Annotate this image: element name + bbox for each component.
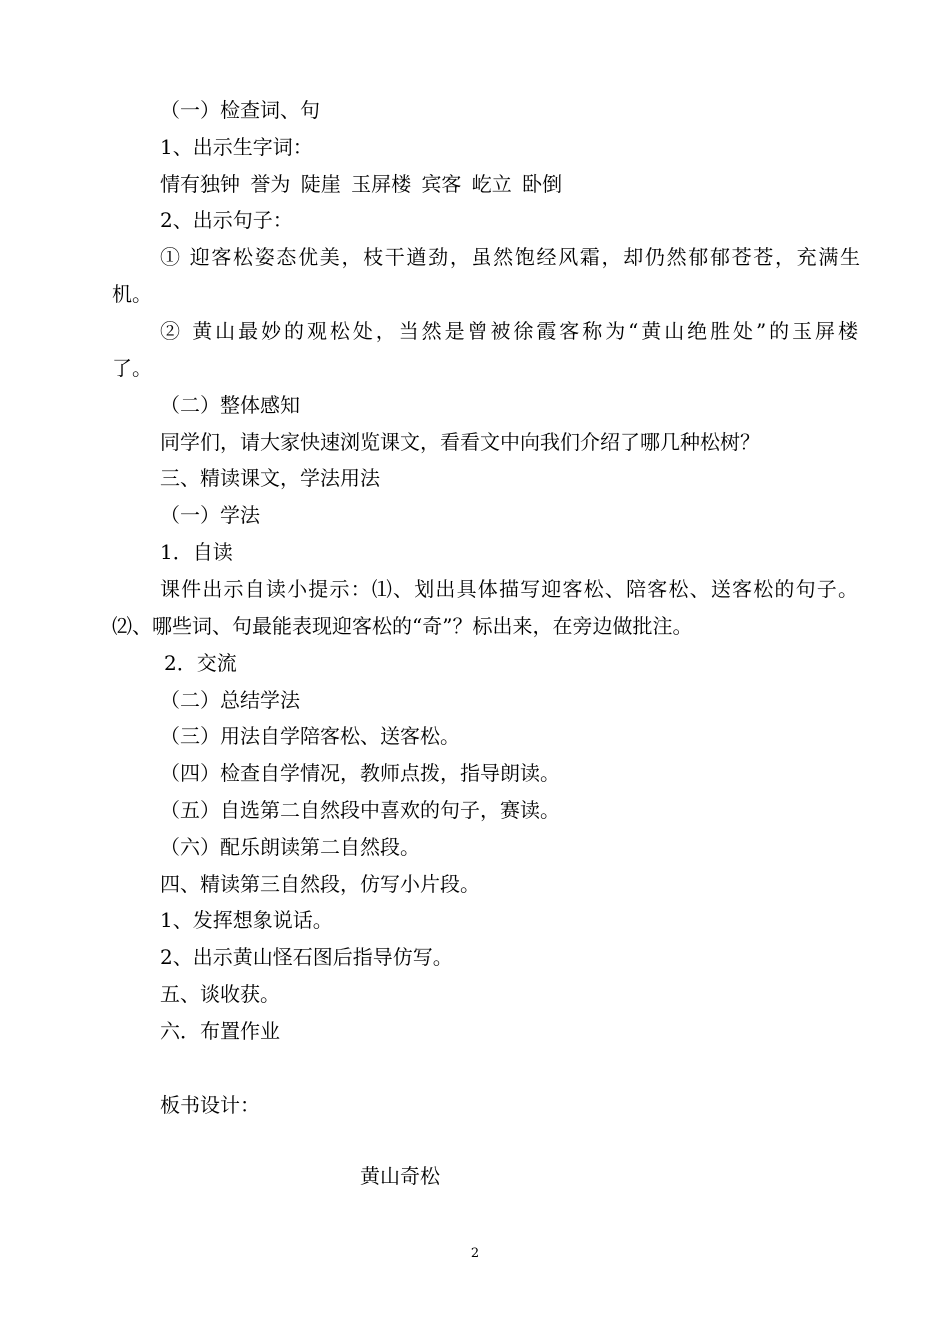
step-show-sentences: 2、出示句子： xyxy=(160,208,293,232)
step-imitation-writing: 2、出示黄山怪石图后指导仿写。 xyxy=(160,945,453,969)
step-exchange: 2．交流 xyxy=(164,651,237,675)
board-title: 黄山奇松 xyxy=(360,1164,440,1188)
sentence-2: ② 黄山最妙的观松处，当然是曾被徐霞客称为“黄山绝胜处”的玉屏楼 xyxy=(160,319,858,343)
board-design-label: 板书设计： xyxy=(160,1093,260,1117)
subsection-music-reading: （六）配乐朗读第二自然段。 xyxy=(160,835,420,859)
self-reading-tips-continued: ⑵、哪些词、句最能表现迎客松的“奇”？标出来，在旁边做批注。 xyxy=(112,614,693,638)
self-reading-tips: 课件出示自读小提示：⑴、划出具体描写迎客松、陪客松、送客松的句子。 xyxy=(160,577,858,601)
sentence-2-continued: 了。 xyxy=(112,356,152,380)
step-imagination: 1、发挥想象说话。 xyxy=(160,908,333,932)
step-self-reading: 1．自读 xyxy=(160,540,233,564)
subsection-check-self-study: （四）检查自学情况，教师点拨，指导朗读。 xyxy=(160,761,560,785)
heading-close-reading: 三、精读课文，学法用法 xyxy=(160,466,380,490)
subsection-choose-sentences: （五）自选第二自然段中喜欢的句子，赛读。 xyxy=(160,798,560,822)
page-number: 2 xyxy=(470,1246,480,1261)
heading-harvest: 五、谈收获。 xyxy=(160,982,280,1006)
subsection-summarize-method: （二）总结学法 xyxy=(160,688,300,712)
step-show-new-words: 1、出示生字词： xyxy=(160,135,313,159)
section-overall-perception: （二）整体感知 xyxy=(160,393,300,417)
heading-homework: 六．布置作业 xyxy=(160,1019,280,1043)
subsection-apply-method: （三）用法自学陪客松、送客松。 xyxy=(160,724,460,748)
subsection-learning-method: （一）学法 xyxy=(160,503,260,527)
sentence-1-continued: 机。 xyxy=(112,282,152,306)
section-check-words: （一）检查词、句 xyxy=(160,98,320,122)
heading-third-paragraph: 四、精读第三自然段，仿写小片段。 xyxy=(160,872,480,896)
new-words-list: 情有独钟 誉为 陡崖 玉屏楼 宾客 屹立 卧倒 xyxy=(160,172,563,196)
overall-question: 同学们，请大家快速浏览课文，看看文中向我们介绍了哪几种松树？ xyxy=(160,430,760,454)
sentence-1: ① 迎客松姿态优美，枝干遒劲，虽然饱经风霜，却仍然郁郁苍苍，充满生 xyxy=(160,245,860,269)
